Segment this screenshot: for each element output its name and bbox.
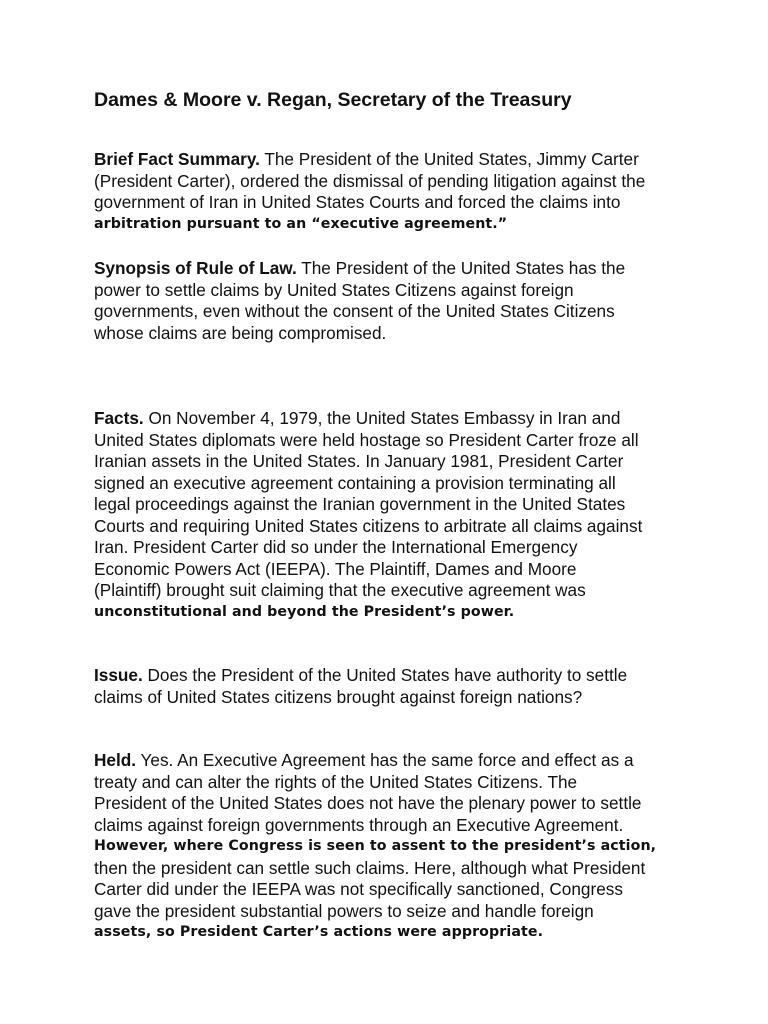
section-line: Courts and requiring United States citizens to arbitrate all claims against [94,515,643,536]
section-line [94,665,694,687]
document-page [94,88,694,944]
section-label: Issue. [94,665,143,685]
section-text: On November 4, 1979, the United States Embassy in Iran and [148,408,621,428]
section-text: Does the President of the United States have authority to settle [147,665,628,685]
section-text: Yes. An Executive Agreement has the same force and effect as a [140,750,634,770]
section-held [94,750,694,944]
section-line [94,408,694,430]
section-line: claims against foreign governments through an Executive Agreement. [94,814,624,835]
section-facts [94,408,694,623]
section-line [94,149,694,171]
section-label: Facts. [94,408,144,428]
section-line: United States diplomats were held hostage so President Carter froze all [94,429,639,450]
section-line: treaty and can alter the rights of the United States Citizens. The [94,771,578,792]
section-line: arbitration pursuant to an “executive agreement.” [94,215,508,232]
section-label: Synopsis of Rule of Law. [94,258,297,278]
section-line: assets, so President Carter’s actions were appropriate. [94,924,544,940]
section-line: President of the United States does not have the plenary power to settle [94,793,642,813]
section-label: Brief Fact Summary. [94,149,260,169]
section-line: (Plaintiff) brought suit claiming that the executive agreement was [94,580,586,600]
section-label: Held. [94,750,137,770]
section-line [94,750,694,772]
section-line: legal proceedings against the Iranian government in the United States [94,494,626,514]
section-line [94,258,694,280]
section-line: governments, even without the consent of the United States Citizens [94,301,615,321]
section-text: The President of the United States, Jimmy Carter [264,149,639,169]
section-line: then the president can settle such claims. Here, although what President [94,857,646,878]
section-line: whose claims are being compromised. [94,322,387,343]
section-line: (President Carter), ordered the dismissal of pending litigation against the [94,170,646,191]
section-line: unconstitutional and beyond the President’s power. [94,603,515,620]
section-line: However, where Congress is seen to assent to the president’s action, [94,838,657,854]
section-line: government of Iran in United States Courts and forced the claims into [94,192,621,212]
section-line: signed an executive agreement containing a provision terminating all [94,472,616,493]
section-issue [94,665,694,708]
section-line: Carter did under the IEEPA was not specifically sanctioned, Congress [94,879,623,899]
section-brief-fact-summary [94,149,694,235]
section-line: Iran. President Carter did so under the International Emergency [94,537,578,557]
section-synopsis-of-rule-of-law [94,258,694,344]
section-line: gave the president substantial powers to seize and handle foreign [94,900,594,921]
section-text: The President of the United States has the [301,258,626,278]
section-line: Iranian assets in the United States. In January 1981, President Carter [94,451,624,471]
section-line: Economic Powers Act (IEEPA). The Plaintiff, Dames and Moore [94,558,577,579]
section-line: power to settle claims by United States Citizens against foreign [94,279,574,300]
document-title: Dames & Moore v. Regan, Secretary of the Treasury [94,89,572,111]
section-line: claims of United States citizens brought against foreign nations? [94,686,583,707]
